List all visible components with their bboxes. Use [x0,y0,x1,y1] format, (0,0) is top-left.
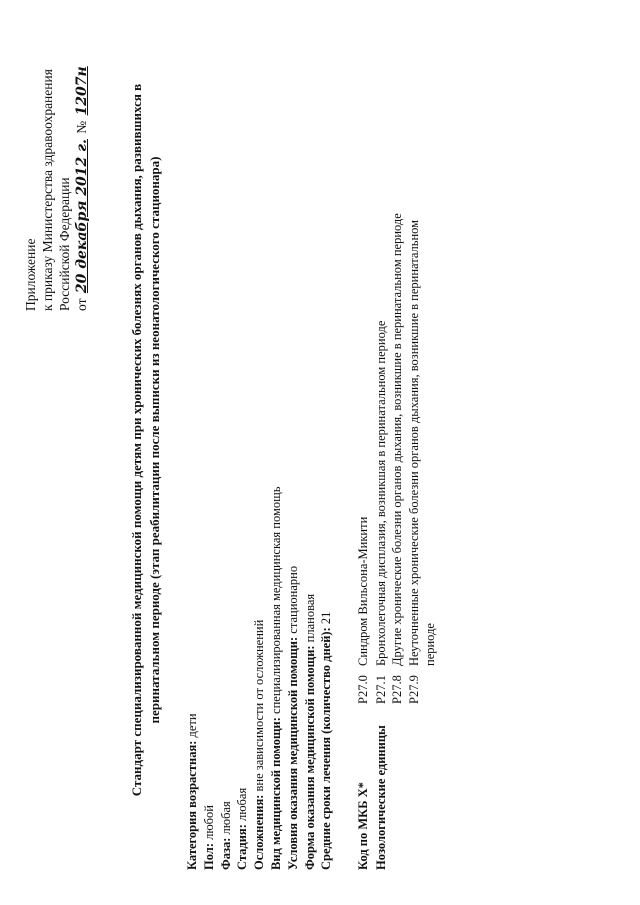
icd-row-4 [406,196,439,870]
mkb-header: Код по МКБ X* [356,782,370,870]
icd-row-2 [373,196,390,870]
date-prefix: от [74,298,89,311]
param-value: дети [185,713,199,741]
param-label: Стадия: [235,824,250,870]
appendix-date-line [73,64,91,311]
param-value: плановая [302,593,317,646]
param-label: Категория возрастная: [185,740,199,870]
param-value: стационарно [285,565,300,637]
number-prefix: № [74,120,89,134]
appendix-line-1: Приложение [23,238,38,311]
icd-name: Неуточненные хронические болезни органов дыхания, возникшие в перинатальном периоде [406,219,437,666]
param-value: специализированная медицинская помощь [268,486,283,718]
param-value: вне зависимости от осложнений [252,619,267,795]
param-value: 21 [319,611,334,628]
param-treatment-duration [318,487,335,870]
icd-name: Синдром Вильсона-Микити [356,516,370,666]
param-value: любая [235,787,250,825]
param-care-conditions [285,487,302,870]
param-value: любой [201,805,216,844]
param-phase [218,487,235,870]
nosology-header: Нозологические единицы [373,725,388,870]
icd-codes-table [355,196,439,870]
icd-code: P27.0 [356,675,370,704]
icd-row-3 [389,196,406,870]
param-label: Условия оказания медицинской помощи: [285,636,300,870]
param-label: Пол: [201,843,216,870]
appendix-line-2: к приказу Министерства здравоохранения [40,69,55,311]
param-label: Средние сроки лечения (количество дней): [319,627,334,870]
param-stage [234,487,251,870]
param-label: Фаза: [218,837,233,870]
param-label: Форма оказания медицинской помощи: [302,645,317,870]
handwritten-number: 1207н [74,66,90,116]
icd-code: P27.9 [406,675,421,704]
icd-row-1 [355,196,372,870]
icd-name: Другие хронические болезни органов дыхания, возникшие в перинатальном периоде [390,213,404,666]
handwritten-date: 20 декабря 2012 г. [74,139,90,294]
param-label: Вид медицинской помощи: [268,717,283,870]
icd-name: Бронхолегочная дисплазия, возникшая в перинатальном периоде [373,320,388,666]
appendix-block [22,64,91,311]
appendix-line-3: Российской Федерации [57,177,72,311]
param-care-type [268,487,285,870]
icd-code: P27.8 [390,675,404,704]
standard-parameters [184,487,335,870]
param-value: любая [218,801,233,838]
param-complications [251,487,268,870]
param-label: Осложнения: [252,794,267,870]
param-age-category [184,487,201,870]
icd-code: P27.1 [373,675,388,704]
param-care-form [302,487,319,870]
standard-title: Стандарт специализированной медицинской помощи детям при хронических болезнях органов дыхания, развившихся в перинатальном периоде (этап реабилитации после выписки из неонатологического стационара) [129,83,162,797]
param-sex [201,487,218,870]
